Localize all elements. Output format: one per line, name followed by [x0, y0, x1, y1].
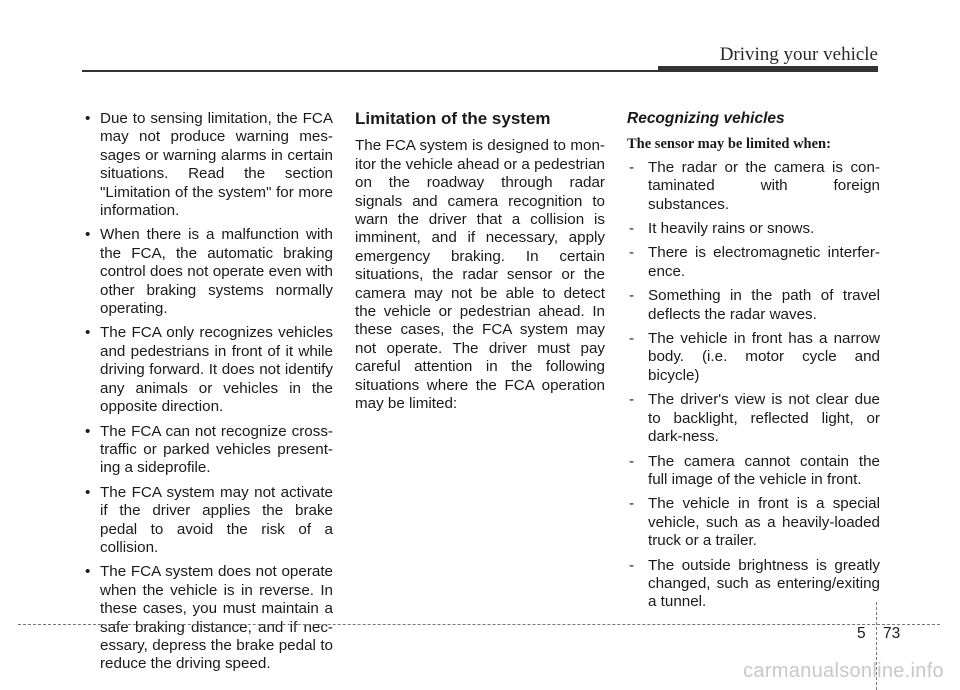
page-number: 73: [883, 625, 901, 642]
running-header: Driving your vehicle: [719, 44, 878, 65]
list-item: • When there is a malfunction with the FCA, the automatic braking control does not operate even with other braking systems normally operating.: [79, 226, 333, 318]
list-item: • The FCA only recognizes vehicles and pedestrians in front of it while driving forward. It does not identify any animals or vehicles in the opposite direction.: [79, 324, 333, 416]
list-item: - The vehicle in front is a special vehicle, such as a heavily-loaded truck or a trailer.: [627, 495, 880, 550]
list-item: - The camera cannot contain the full image of the vehicle in front.: [627, 453, 880, 490]
list-item: - The outside brightness is greatly changed, such as entering/exiting a tunnel.: [627, 557, 880, 612]
list-item: • The FCA can not recognize cross-traffic or parked vehicles present-ing a sideprofile.: [79, 423, 333, 478]
section-heading: Limitation of the system: [355, 109, 551, 128]
dash-list: [627, 159, 880, 612]
section-number: 5: [857, 625, 866, 642]
list-item: - Something in the path of travel deflects the radar waves.: [627, 287, 880, 324]
list-item: • The FCA system does not operate when the vehicle is in reverse. In these cases, you must maintain a safe braking distance, and if nec-essary, depress the brake pedal to reduce the driving speed.: [79, 563, 333, 673]
list-item: - The radar or the camera is con-taminated with foreign substances.: [627, 159, 880, 214]
subsection-heading: Recognizing vehicles: [627, 110, 785, 127]
list-item: - It heavily rains or snows.: [627, 220, 880, 238]
list-item: • The FCA system may not activate if the driver applies the brake pedal to avoid the risk of a collision.: [79, 484, 333, 558]
middle-column: [355, 110, 605, 414]
body-paragraph: The FCA system is designed to mon-itor the vehicle ahead or a pedestrian on the roadway through radar signals and camera recognition to warn the driver that a collision is imminent, and if necessary, apply emergency braking. In certain situations, the radar sensor or the camera may not be able to detect the vehicle or pedestrian ahead. In these cases, the FCA system may not operate. The driver must pay careful attention in the following situations where the FCA operation may be limited:: [355, 137, 605, 413]
lead-in-text: The sensor may be limited when:: [627, 136, 831, 153]
left-column: [79, 110, 333, 680]
list-item: • Due to sensing limitation, the FCA may not produce warning mes-sages or warning alarms in certain situations. Read the section "Limitation of the system" for more information.: [79, 110, 333, 220]
header-rule-accent: [658, 66, 878, 71]
list-item: - There is electromagnetic interfer-ence.: [627, 244, 880, 281]
watermark[interactable]: carmanualsonline.info: [743, 660, 944, 682]
list-item: - The driver's view is not clear due to backlight, reflected light, or dark-ness.: [627, 391, 880, 446]
right-column: [627, 110, 880, 618]
list-item: - The vehicle in front has a narrow body. (i.e. motor cycle and bicycle): [627, 330, 880, 385]
footer-dashed-rule: [18, 624, 940, 625]
bullet-list: [79, 110, 333, 674]
